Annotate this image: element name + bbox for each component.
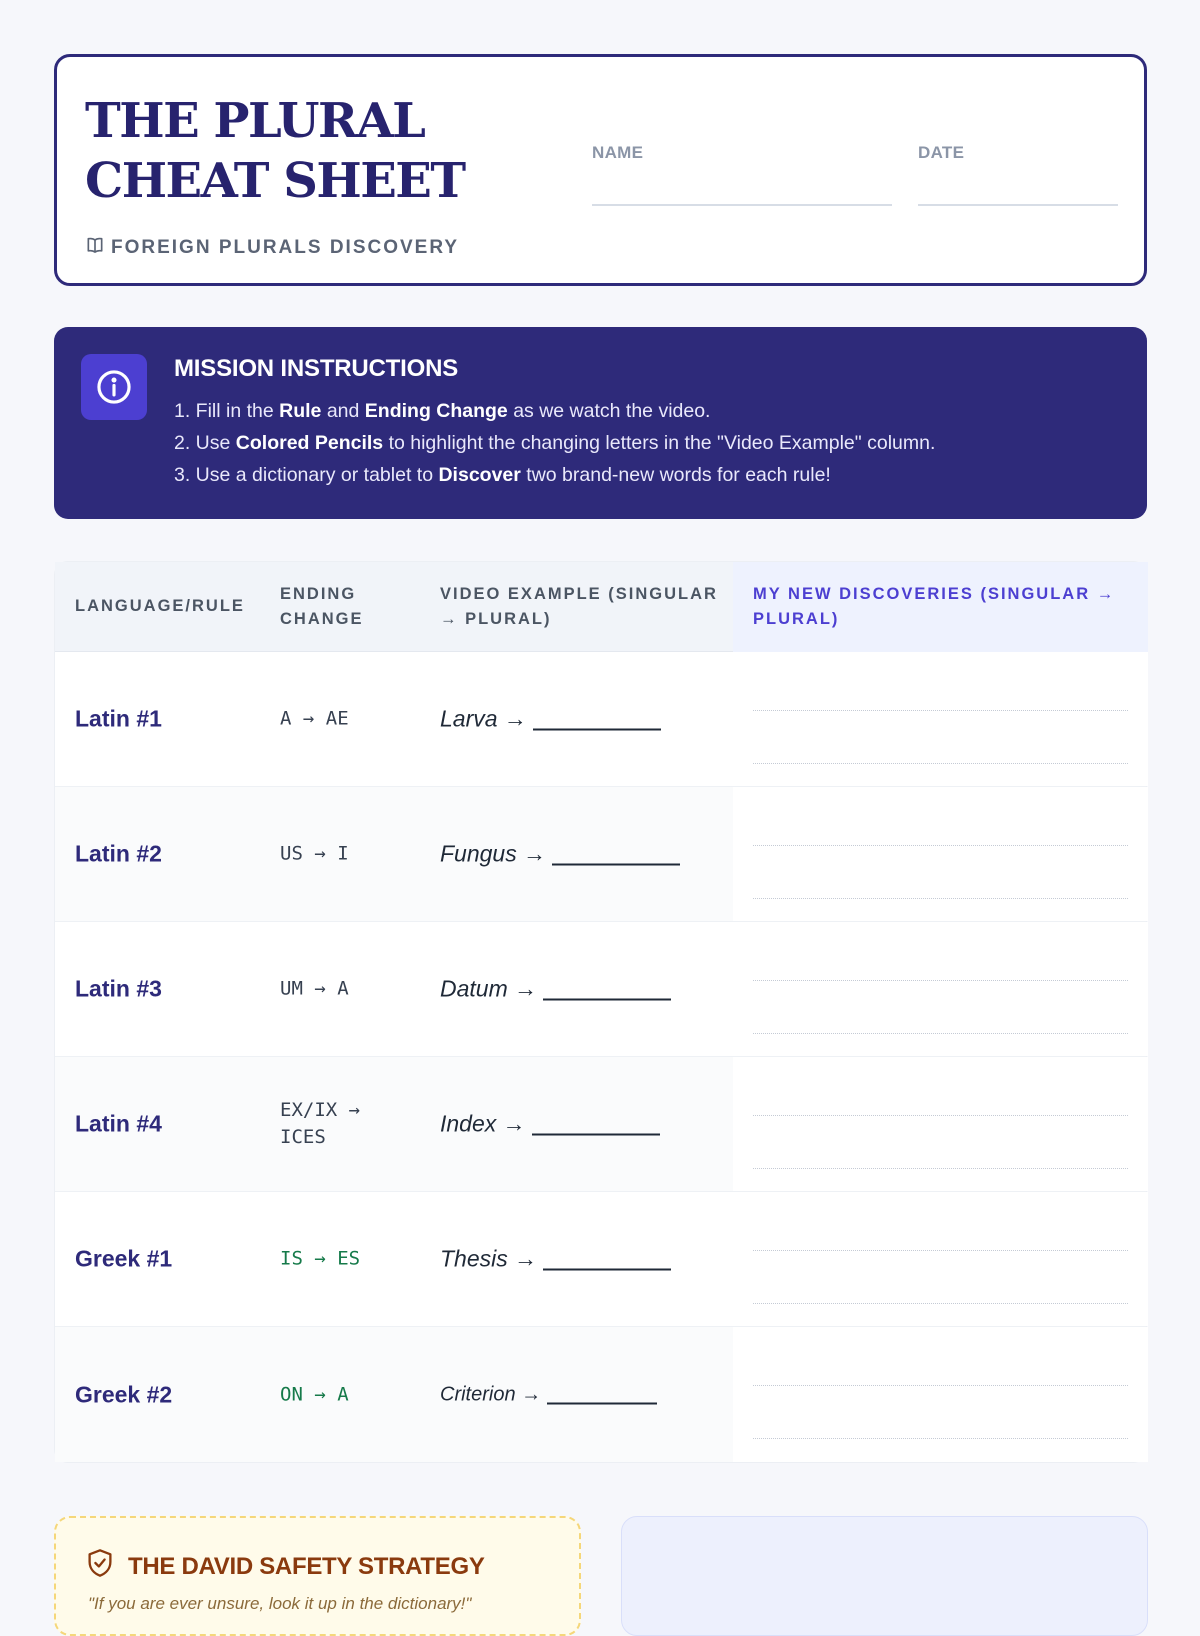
rule-cell: Greek #1 [75,1245,173,1272]
table-header [55,562,1146,652]
subtitle-text: FOREIGN PLURALS DISCOVERY [111,237,460,258]
plural-rules-table [54,561,1147,1463]
rule-cell: Latin #1 [75,705,162,732]
mission-panel [54,327,1147,519]
instruction-1: 1. Fill in the Rule and Ending Change as we watch the video. [174,400,711,422]
rule-cell: Latin #4 [75,1110,162,1137]
rule-cell: Greek #2 [75,1381,173,1407]
example-cell: Thesis → [440,1246,671,1273]
discovery-line[interactable] [753,1250,1128,1251]
table-row [55,652,1146,787]
answer-blank[interactable] [533,729,661,731]
header-change: ENDING CHANGE [280,585,364,628]
name-field[interactable] [592,204,892,206]
info-icon [81,354,147,420]
header-rule: LANGUAGE/RULE [75,597,245,615]
table-row [55,787,1146,922]
safety-text: "If you are ever unsure, look it up in the dictionary!" [88,1594,472,1613]
change-cell: EX/IX → ICES [280,1099,361,1148]
answer-blank[interactable] [543,999,671,1001]
example-cell: Criterion → [440,1383,657,1406]
discovery-line[interactable] [753,845,1128,846]
answer-blank[interactable] [543,1269,671,1271]
instruction-2: 2. Use Colored Pencils to highlight the changing letters in the "Video Example" column. [174,432,936,454]
header-card [54,54,1147,286]
change-cell: A → AE [280,707,349,730]
example-cell: Index → [440,1111,660,1138]
table-row [55,1192,1146,1327]
discovery-line[interactable] [753,710,1128,711]
safety-strategy-card [54,1516,581,1636]
discovery-line[interactable] [753,1168,1128,1169]
discovery-line[interactable] [753,898,1128,899]
discovery-line[interactable] [753,1115,1128,1116]
instruction-3: 3. Use a dictionary or tablet to Discover two brand-new words for each rule! [174,464,831,486]
example-cell: Larva → [440,706,661,733]
info-card [621,1516,1148,1636]
shield-icon [86,1548,114,1585]
mission-title: MISSION INSTRUCTIONS [174,355,459,382]
answer-blank[interactable] [532,1134,660,1136]
mission-instructions [174,395,1124,491]
discovery-line[interactable] [753,1033,1128,1034]
change-cell: ON → A [280,1383,349,1405]
table-row [55,922,1146,1057]
rule-cell: Latin #3 [75,975,162,1002]
discovery-line[interactable] [753,763,1128,764]
table-row [55,1057,1146,1192]
example-cell: Datum → [440,976,671,1003]
subtitle [85,235,459,261]
date-label: DATE [918,143,965,162]
name-label: NAME [592,143,644,162]
discovery-line[interactable] [753,1303,1128,1304]
rule-cell: Latin #2 [75,840,162,867]
change-cell: US → I [280,842,349,865]
change-cell: IS → ES [280,1247,361,1270]
table-row [55,1327,1146,1462]
header-example: VIDEO EXAMPLE (SINGULAR → PLURAL) [440,585,718,628]
change-cell: UM → A [280,977,349,1000]
answer-blank[interactable] [547,1402,657,1404]
date-field[interactable] [918,204,1118,206]
answer-blank[interactable] [552,864,680,866]
header-discoveries: MY NEW DISCOVERIES (SINGULAR → PLURAL) [753,585,1116,628]
discovery-line[interactable] [753,980,1128,981]
book-icon [85,235,105,261]
discovery-line[interactable] [753,1385,1128,1386]
example-cell: Fungus → [440,841,680,868]
discovery-line[interactable] [753,1438,1128,1439]
page-title: THE PLURAL CHEAT SHEET [85,93,465,209]
safety-title: THE DAVID SAFETY STRATEGY [86,1548,485,1585]
